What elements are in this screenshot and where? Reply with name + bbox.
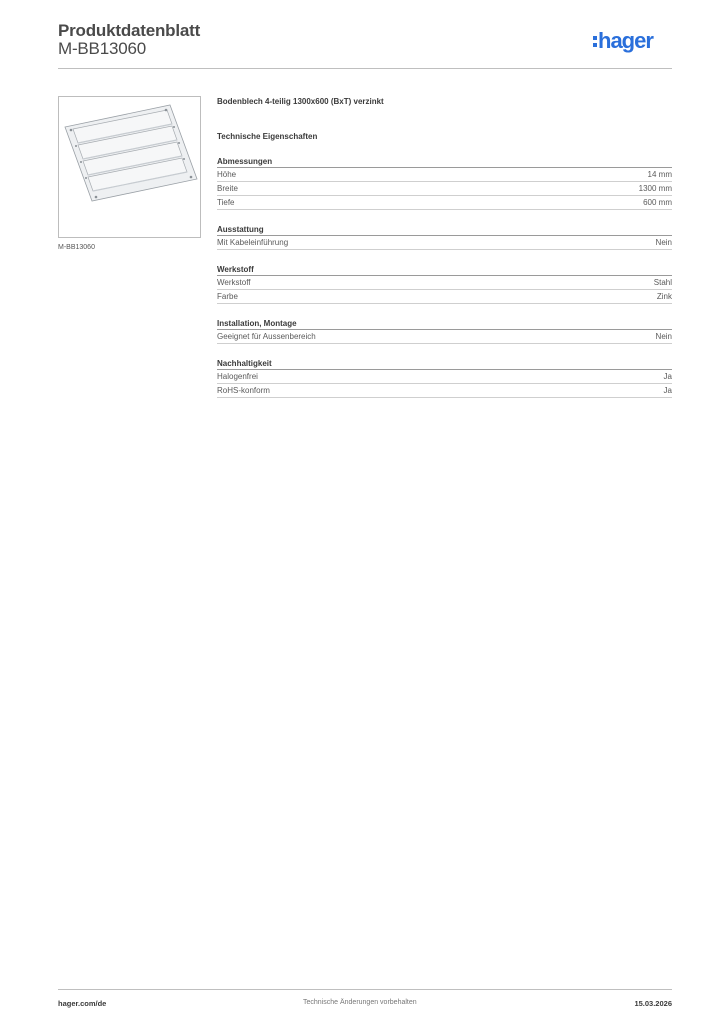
website-link[interactable]: hager.com/de	[58, 999, 107, 1008]
page-title: Produktdatenblatt	[58, 21, 201, 40]
property-value: 600 mm	[643, 198, 672, 207]
property-row	[217, 168, 672, 182]
footer-notice: Technische Änderungen vorbehalten	[303, 999, 417, 1006]
property-value: 14 mm	[647, 170, 672, 179]
property-value: 1300 mm	[638, 184, 672, 193]
property-label: Geeignet für Aussenbereich	[217, 332, 316, 341]
property-label: Halogenfrei	[217, 372, 258, 381]
section-sustainability	[217, 358, 672, 398]
footer-date: 15.03.2026	[634, 999, 672, 1008]
property-row	[217, 276, 672, 290]
product-image	[58, 96, 201, 238]
section-title: Ausstattung	[217, 224, 672, 236]
footer-divider	[58, 989, 672, 990]
property-value: Nein	[655, 332, 672, 341]
section-title: Abmessungen	[217, 156, 672, 168]
section-dimensions	[217, 156, 672, 210]
product-illustration	[59, 97, 200, 237]
section-installation	[217, 318, 672, 344]
hager-logo	[593, 27, 673, 55]
property-label: Höhe	[217, 170, 237, 179]
property-label: Farbe	[217, 292, 238, 301]
property-row	[217, 370, 672, 384]
tech-properties-heading: Technische Eigenschaften	[217, 132, 318, 141]
property-row	[217, 196, 672, 210]
image-caption: M-BB13060	[58, 244, 95, 251]
section-title: Nachhaltigkeit	[217, 358, 672, 370]
property-label: Breite	[217, 184, 238, 193]
property-value: Ja	[663, 372, 672, 381]
section-material	[217, 264, 672, 304]
property-row	[217, 330, 672, 344]
property-value: Stahl	[653, 278, 672, 287]
section-title: Werkstoff	[217, 264, 672, 276]
article-number: M-BB13060	[58, 39, 146, 58]
section-equipment	[217, 224, 672, 250]
property-label: Mit Kabeleinführung	[217, 238, 289, 247]
section-title: Installation, Montage	[217, 318, 672, 330]
property-row	[217, 384, 672, 398]
logo-text: hager	[598, 28, 653, 53]
product-description: Bodenblech 4-teilig 1300x600 (BxT) verzinkt	[217, 97, 384, 106]
product-details	[217, 96, 672, 398]
property-row	[217, 182, 672, 196]
property-value: Zink	[656, 292, 672, 301]
property-value: Nein	[655, 238, 672, 247]
property-label: Tiefe	[217, 198, 235, 207]
header-divider	[58, 68, 672, 69]
property-row	[217, 236, 672, 250]
property-value: Ja	[663, 386, 672, 395]
property-row	[217, 290, 672, 304]
property-label: RoHS-konform	[217, 386, 270, 395]
property-label: Werkstoff	[217, 278, 251, 287]
